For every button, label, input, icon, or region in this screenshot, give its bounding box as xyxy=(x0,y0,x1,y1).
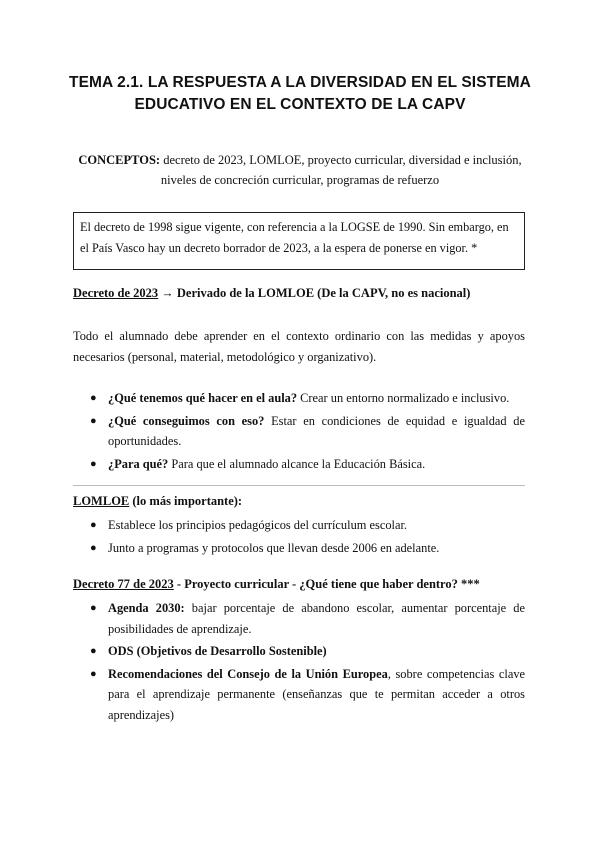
section-heading-rest: - Proyecto curricular - ¿Qué tiene que haber dentro? *** xyxy=(173,577,480,591)
section-heading-decreto-77 xyxy=(73,577,480,592)
section-heading-decreto-2023 xyxy=(73,286,470,301)
list-item xyxy=(73,411,525,452)
list-item xyxy=(73,664,525,726)
bullet-icon: ● xyxy=(90,602,97,614)
section-heading-underlined: Decreto 77 de 2023 xyxy=(73,577,174,591)
horizontal-divider xyxy=(73,485,525,486)
list-item-text: Crear un entorno normalizado e inclusivo. xyxy=(297,391,510,405)
list-item-bold: ¿Para qué? xyxy=(108,456,169,471)
list-item xyxy=(73,388,525,409)
list-item-text: , sobre competencias clave para el aprendizaje permanente (enseñanzas que te permitan acceder a otros aprendizajes) xyxy=(108,666,526,722)
list-item-bold: Recomendaciones del Consejo de la Unión Europea xyxy=(108,666,388,681)
bullet-icon: ● xyxy=(90,392,97,404)
note-box: El decreto de 1998 sigue vigente, con referencia a la LOGSE de 1990. Sin embargo, en el País Vasco hay un decreto borrador de 2023, a la espera de ponerse en vigor. * xyxy=(73,212,525,270)
title-line-2: EDUCATIVO EN EL CONTEXTO DE LA CAPV xyxy=(134,96,466,113)
title-line-1: TEMA 2.1. LA RESPUESTA A LA DIVERSIDAD EN EL SISTEMA xyxy=(69,74,531,91)
section-paragraph: Todo el alumnado debe aprender en el contexto ordinario con las medidas y apoyos necesarios (personal, material, metodológico y organizativo). xyxy=(73,329,525,364)
concepts-text-1: decreto de 2023, LOMLOE, proyecto curricular, diversidad e inclusión, xyxy=(160,153,522,167)
bullet-icon: ● xyxy=(90,457,97,470)
section-heading-underlined: Decreto de 2023 xyxy=(73,286,159,300)
list-item-bold: ¿Qué tenemos qué hacer en el aula? xyxy=(108,391,298,405)
list-item xyxy=(73,641,525,662)
list-item xyxy=(73,538,525,559)
bullet-list-lomloe xyxy=(73,515,525,558)
bullet-list-decreto-77 xyxy=(73,598,525,725)
list-item-bold: ODS (Objetivos de Desarrollo Sostenible) xyxy=(108,644,327,658)
bullet-icon: ● xyxy=(90,645,97,657)
bullet-icon: ● xyxy=(90,667,97,680)
list-item-bold: ¿Qué conseguimos con eso? xyxy=(108,413,265,428)
bullet-icon: ● xyxy=(90,519,97,531)
concepts-block xyxy=(70,150,530,190)
list-item xyxy=(73,454,525,475)
section-heading-underlined: LOMLOE xyxy=(73,494,130,508)
bullet-icon: ● xyxy=(90,541,97,554)
list-item-text: Junto a programas y protocolos que llevan desde 2006 en adelante. xyxy=(108,540,440,555)
list-item-text: Estar en condiciones de equidad e igualdad de oportunidades. xyxy=(108,413,525,448)
concepts-text-2: niveles de concreción curricular, programas de refuerzo xyxy=(160,173,440,187)
list-item xyxy=(73,598,525,639)
list-item-text: Para que el alumnado alcance la Educación Básica. xyxy=(168,456,426,471)
page-title xyxy=(60,72,540,116)
section-heading-rest: (lo más importante): xyxy=(129,494,243,508)
list-item-text: bajar porcentaje de abandono escolar, aumentar porcentaje de posibilidades de aprendizaje. xyxy=(108,601,525,636)
concepts-label: CONCEPTOS: xyxy=(78,153,161,167)
list-item-bold: Agenda 2030: xyxy=(108,601,185,615)
bullet-icon: ● xyxy=(90,414,97,427)
bullet-list-decreto-2023 xyxy=(73,388,525,474)
section-heading-rest: → Derivado de la LOMLOE (De la CAPV, no es nacional) xyxy=(158,286,471,300)
list-item-text: Establece los principios pedagógicos del currículum escolar. xyxy=(108,518,408,532)
list-item xyxy=(73,515,525,536)
section-heading-lomloe xyxy=(73,494,242,509)
